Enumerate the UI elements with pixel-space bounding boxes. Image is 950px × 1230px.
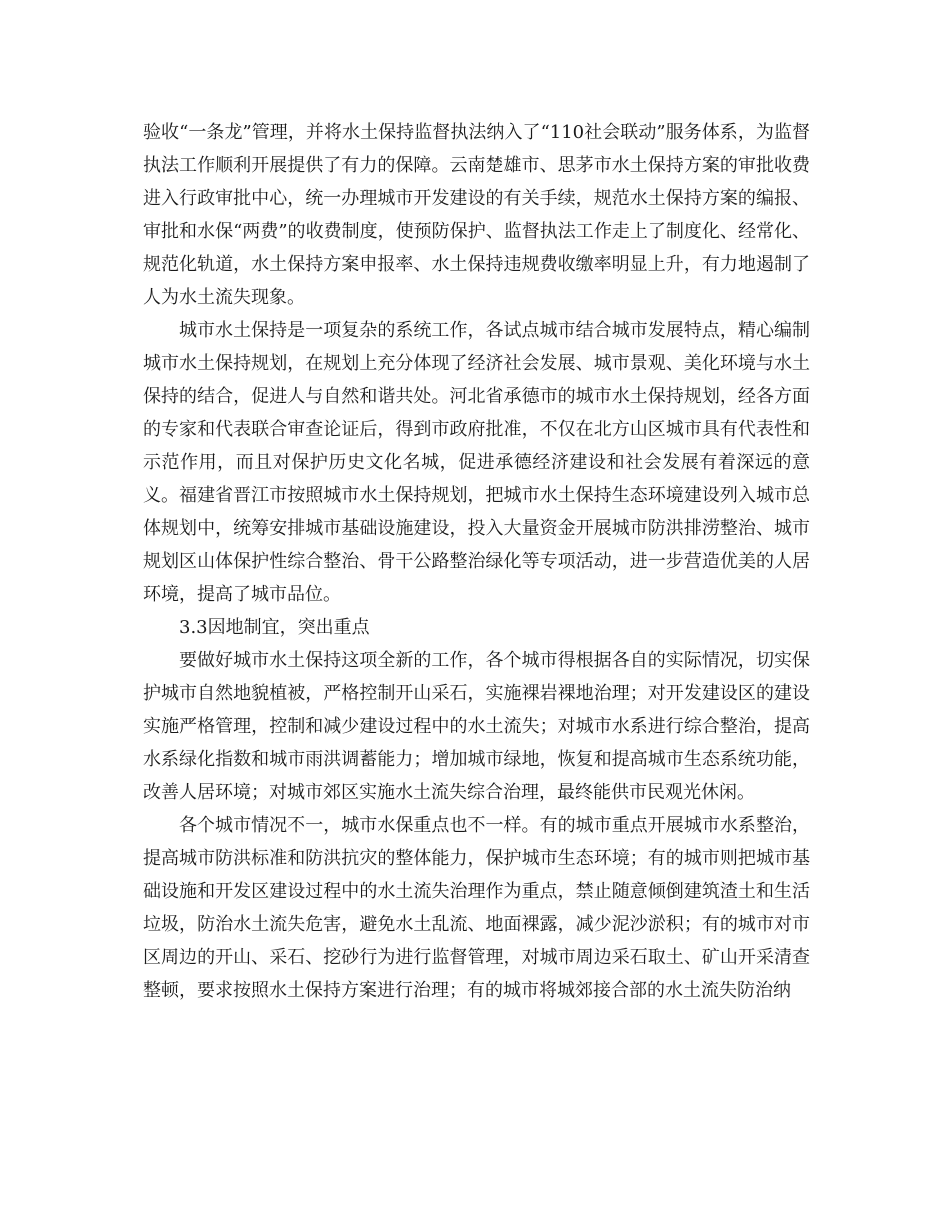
paragraph-continued: 验收“一条龙”管理，并将水土保持监督执法纳入了“110社会联动”服务体系，为监督执法工作顺利开展提供了有力的保障。云南楚雄市、思茅市水土保持方案的审批收费进入行政审批中心，统一办理城市开发建设的有关手续，规范水土保持方案的编报、审批和水保“两费”的收费制度，使预防保护、监督执法工作走上了制度化、经常化、规范化轨道，水土保持方案申报率、水土保持违规费收缴率明显上升，有力地遏制了人为水土流失现象。 xyxy=(143,122,810,308)
document-page xyxy=(143,116,810,1007)
paragraph-urban-planning: 城市水土保持是一项复杂的系统工作，各试点城市结合城市发展特点，精心编制城市水土保持规划，在规划上充分体现了经济社会发展、城市景观、美化环境与水土保持的结合，促进人与自然和谐共处。河北省承德市的城市水土保持规划，经各方面的专家和代表联合审查论证后，得到市政府批准，不仅在北方山区城市具有代表性和示范作用，而且对保护历史文化名城，促进承德经济建设和社会发展有着深远的意义。福建省晋江市按照城市水土保持规划，把城市水土保持生态环境建设列入城市总体规划中，统筹安排城市基础设施建设，投入大量资金开展城市防洪排涝整治、城市规划区山体保护性综合整治、骨干公路整治绿化等专项活动，进一步营造优美的人居环境，提高了城市品位。 xyxy=(143,320,810,605)
paragraph-measures: 要做好城市水土保持这项全新的工作，各个城市得根据各自的实际情况，切实保护城市自然地貌植被，严格控制开山采石，实施裸岩裸地治理；对开发建设区的建设实施严格管理，控制和减少建设过程中的水土流失；对城市水系进行综合整治，提高水系绿化指数和城市雨洪调蓄能力；增加城市绿地，恢复和提高城市生态系统功能，改善人居环境；对城市郊区实施水土流失综合治理，最终能供市民观光休闲。 xyxy=(143,650,810,803)
paragraph-city-priorities: 各个城市情况不一，城市水保重点也不一样。有的城市重点开展城市水系整治，提高城市防洪标准和防洪抗灾的整体能力，保护城市生态环境；有的城市则把城市基础设施和开发区建设过程中的水土流失治理作为重点，禁止随意倾倒建筑渣土和生活垃圾，防治水土流失危害，避免水土乱流、地面裸露，减少泥沙淤积；有的城市对市区周边的开山、采石、挖砂行为进行监督管理，对城市周边采石取土、矿山开采清查整顿，要求按照水土保持方案进行治理；有的城市将城郊接合部的水土流失防治纳 xyxy=(143,815,810,1001)
section-heading: 3.3因地制宜，突出重点 xyxy=(179,617,370,638)
